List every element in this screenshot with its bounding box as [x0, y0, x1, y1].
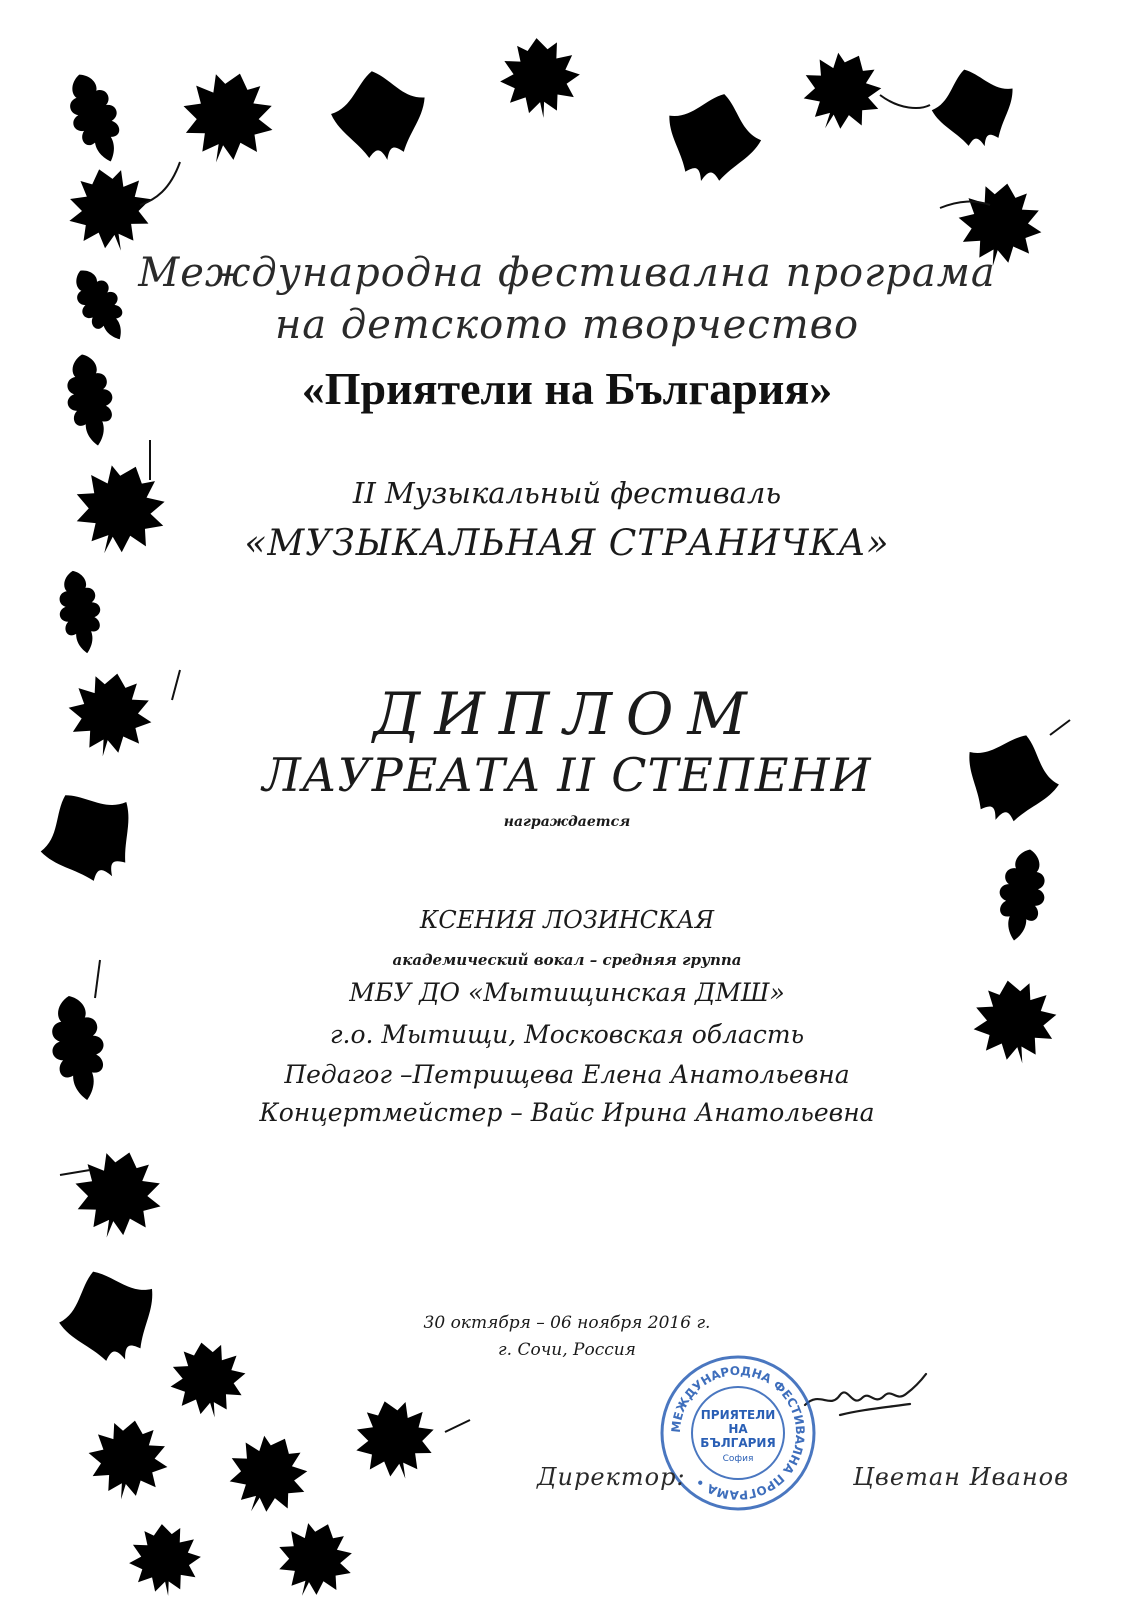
- recipient-location: г.о. Мытищи, Московская область: [329, 1020, 805, 1049]
- event-dates: 30 октября – 06 ноября 2016 г.: [423, 1313, 711, 1333]
- event-place: г. Сочи, Россия: [498, 1340, 636, 1360]
- director-signature: [800, 1360, 930, 1430]
- awarded-label: награждается: [503, 814, 631, 830]
- svg-text:МЕЖДУНАРОДНА ФЕСТИВАЛНА ПРОГРА: МЕЖДУНАРОДНА ФЕСТИВАЛНА ПРОГРАМА •: [668, 1363, 808, 1503]
- svg-text:БЪЛГАРИЯ: БЪЛГАРИЯ: [700, 1436, 776, 1450]
- festival-name: «МУЗЫКАЛЬНАЯ СТРАНИЧКА»: [244, 523, 890, 564]
- director-name: Цветан Иванов: [853, 1463, 1070, 1491]
- recipient-teacher: Педагог –Петрищева Елена Анатольевна: [284, 1060, 850, 1089]
- recipient-name: КСЕНИЯ ЛОЗИНСКАЯ: [419, 906, 715, 934]
- svg-text:София: София: [722, 1454, 754, 1464]
- recipient-category: академический вокал – средняя группа: [392, 951, 742, 969]
- svg-text:ПРИЯТЕЛИ: ПРИЯТЕЛИ: [700, 1408, 776, 1422]
- diploma-title: ДИПЛОМ: [373, 680, 761, 748]
- recipient-institution: МБУ ДО «Мытищинская ДМШ»: [349, 978, 785, 1007]
- recipient-accompanist: Концертмейстер – Вайс Ирина Анатольевна: [259, 1098, 875, 1127]
- director-label: Директор:: [537, 1463, 686, 1491]
- program-title-line1: Международна фестивална програма: [138, 250, 996, 296]
- festival-edition: II Музыкальный фестиваль: [352, 476, 782, 510]
- diploma-degree: ЛАУРЕАТА II СТЕПЕНИ: [262, 748, 872, 802]
- program-name: «Приятели на България»: [301, 363, 833, 414]
- program-title-line2: на детското творчество: [274, 302, 860, 348]
- leaf-decoration: [58, 35, 1049, 274]
- svg-text:НА: НА: [728, 1422, 748, 1436]
